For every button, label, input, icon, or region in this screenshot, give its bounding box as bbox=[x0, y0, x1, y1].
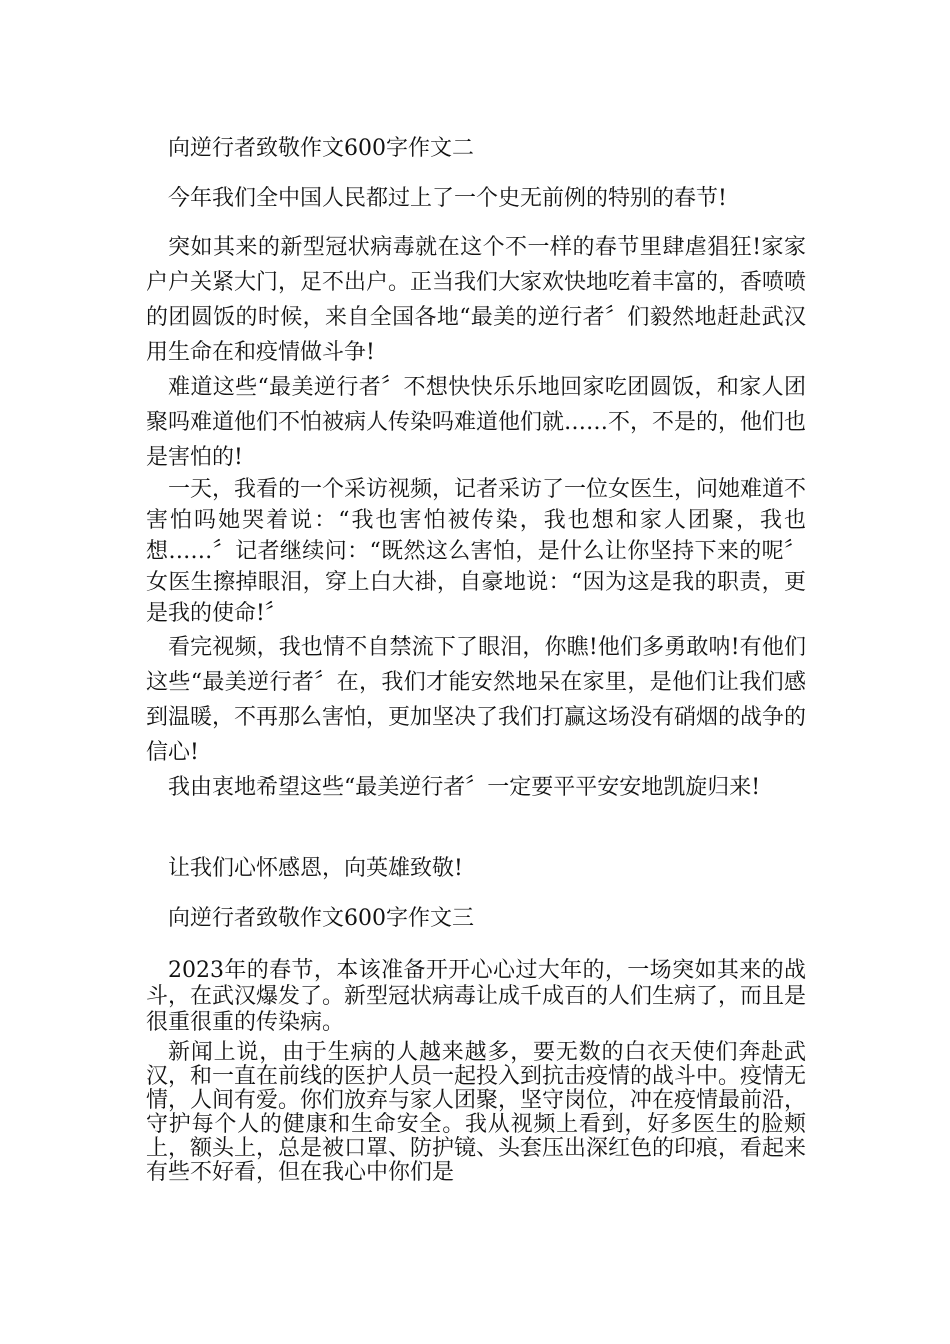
paragraph: 今年我们全中国人民都过上了一个史无前例的特别的春节! bbox=[168, 186, 727, 211]
paragraph: 突如其来的新型冠状病毒就在这个不一样的春节里肆虐猖狂!家家户户关紧大门，足不出户。正当我们大家欢快地吃着丰富的，香喷喷的团圆饭的时候，来自全国各地“最美的逆行者〞们毅然地赶赴武汉用生命在和疫情做斗争! bbox=[146, 235, 807, 365]
paragraph: 难道这些“最美逆行者〞不想快快乐乐地回家吃团圆饭，和家人团聚吗难道他们不怕被病人传染吗难道他们就……不，不是的，他们也是害怕的! bbox=[146, 375, 807, 470]
paragraph: 看完视频，我也情不自禁流下了眼泪，你瞧!他们多勇敢呐!有他们这些“最美逆行者〞在，我们才能安然地呆在家里，是他们让我们感到温暖，不再那么害怕，更加坚决了我们打赢这场没有硝烟的战争的信心! bbox=[146, 635, 807, 765]
paragraph: 我由衷地希望这些“最美逆行者〞一定要平平安安地凯旋归来! bbox=[168, 775, 761, 800]
heading-essay-3: 向逆行者致敬作文600字作文三 bbox=[168, 906, 474, 931]
paragraph: 一天，我看的一个采访视频，记者采访了一位女医生，问她难道不害怕吗她哭着说：“我也害怕被传染，我也想和家人团聚，我也想……〞记者继续问：“既然这么害怕，是什么让你坚持下来的呢〞女医生擦掉眼泪，穿上白大褂，自豪地说：“因为这是我的职责，更是我的使命!〞 bbox=[146, 477, 807, 626]
paragraph: 2023年的春节，本该准备开开心心过大年的，一场突如其来的战斗，在武汉爆发了。新型冠状病毒让成千成百的人们生病了，而且是很重很重的传染病。 bbox=[146, 958, 807, 1035]
paragraph: 让我们心怀感恩，向英雄致敬! bbox=[168, 856, 463, 881]
paragraph: 新闻上说，由于生病的人越来越多，要无数的白衣天使们奔赴武汉，和一直在前线的医护人员一起投入到抗击疫情的战斗中。疫情无情，人间有爱。你们放弃与家人团聚，坚守岗位，冲在疫情最前沿，守护每个人的健康和生命安全。我从视频上看到，好多医生的脸颊上，额头上，总是被口罩、防护镜、头套压出深红色的印痕，看起来有些不好看，但在我心中你们是 bbox=[146, 1040, 807, 1185]
heading-essay-2: 向逆行者致敬作文600字作文二 bbox=[168, 136, 474, 161]
